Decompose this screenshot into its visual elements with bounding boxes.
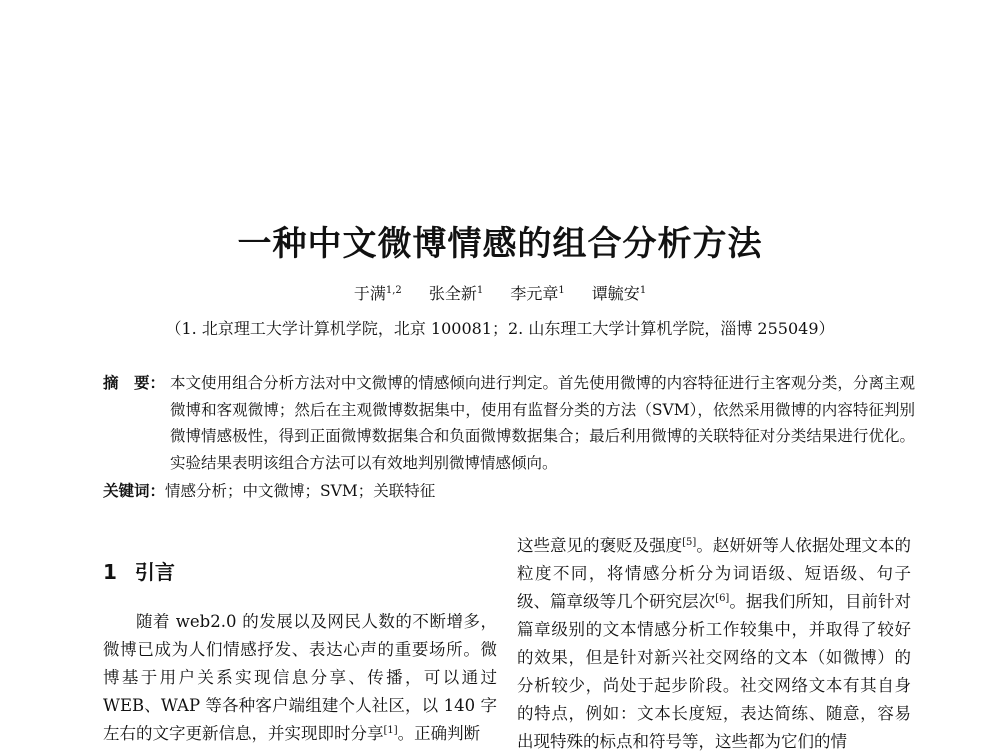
abstract-label: 摘 要：	[103, 374, 166, 392]
author: 谭毓安$^1$	[591, 284, 647, 303]
author: 李元章$^1$	[510, 284, 565, 303]
body-paragraph: 随着 web2.0 的发展以及网民人数的不断增多，微博已成为人们情感抒发、表达心声的重要场所。微博基于用户关系实现信息分享、传播，可以通过WEB、WAP 等各种客户端组建个人社区，以 140 字左右的文字更新信息，并实现即时分享[1]。正确判断	[103, 612, 497, 743]
keywords	[103, 478, 915, 504]
author: 于满$^{1,2}$	[353, 284, 402, 303]
affiliation: （1. 北京理工大学计算机学院，北京 100081；2. 山东理工大学计算机学院，淄博 255049）	[165, 319, 835, 338]
section-title: 引言	[134, 560, 175, 584]
right-column	[517, 532, 911, 756]
body-paragraph: 这些意见的褒贬及强度[5]。赵妍妍等人依据处理文本的粒度不同，将情感分析分为词语级、短语级、句子级、篇章级等几个研究层次[6]。据我们所知，目前针对篇章级别的文本情感分析工作较集中，并取得了较好的效果，但是针对新兴社交网络的文本（如微博）的分析较少，尚处于起步阶段。社交网络文本有其自身的特点，例如：文本长度短，表达简练、随意，容易出现特殊的标点和符号等，这些都为它们的情	[517, 536, 912, 751]
section-number: 1	[103, 560, 117, 584]
keywords-label: 关键词：	[103, 482, 166, 500]
citation: [1]	[383, 725, 398, 736]
author-list	[0, 283, 1000, 305]
keywords-text: 情感分析；中文微博；SVM；关联特征	[165, 482, 436, 500]
abstract-text: 本文使用组合分析方法对中文微博的情感倾向进行判定。首先使用微博的内容特征进行主客观分类，分离主观微博和客观微博；然后在主观微博数据集中，使用有监督分类的方法（SVM），依然采用微博的内容特征判别微博情感极性，得到正面微博数据集合和负面微博数据集合；最后利用微博的关联特征对分类结果进行优化。实验结果表明该组合方法可以有效地判别微博情感倾向。	[170, 374, 915, 472]
citation: [5]	[682, 537, 697, 548]
author: 张全新$^1$	[428, 284, 484, 303]
paper-title: 一种中文微博情感的组合分析方法	[237, 224, 763, 264]
citation: [6]	[715, 593, 730, 604]
section-heading	[103, 558, 175, 586]
abstract	[103, 370, 915, 476]
left-column	[103, 608, 497, 748]
